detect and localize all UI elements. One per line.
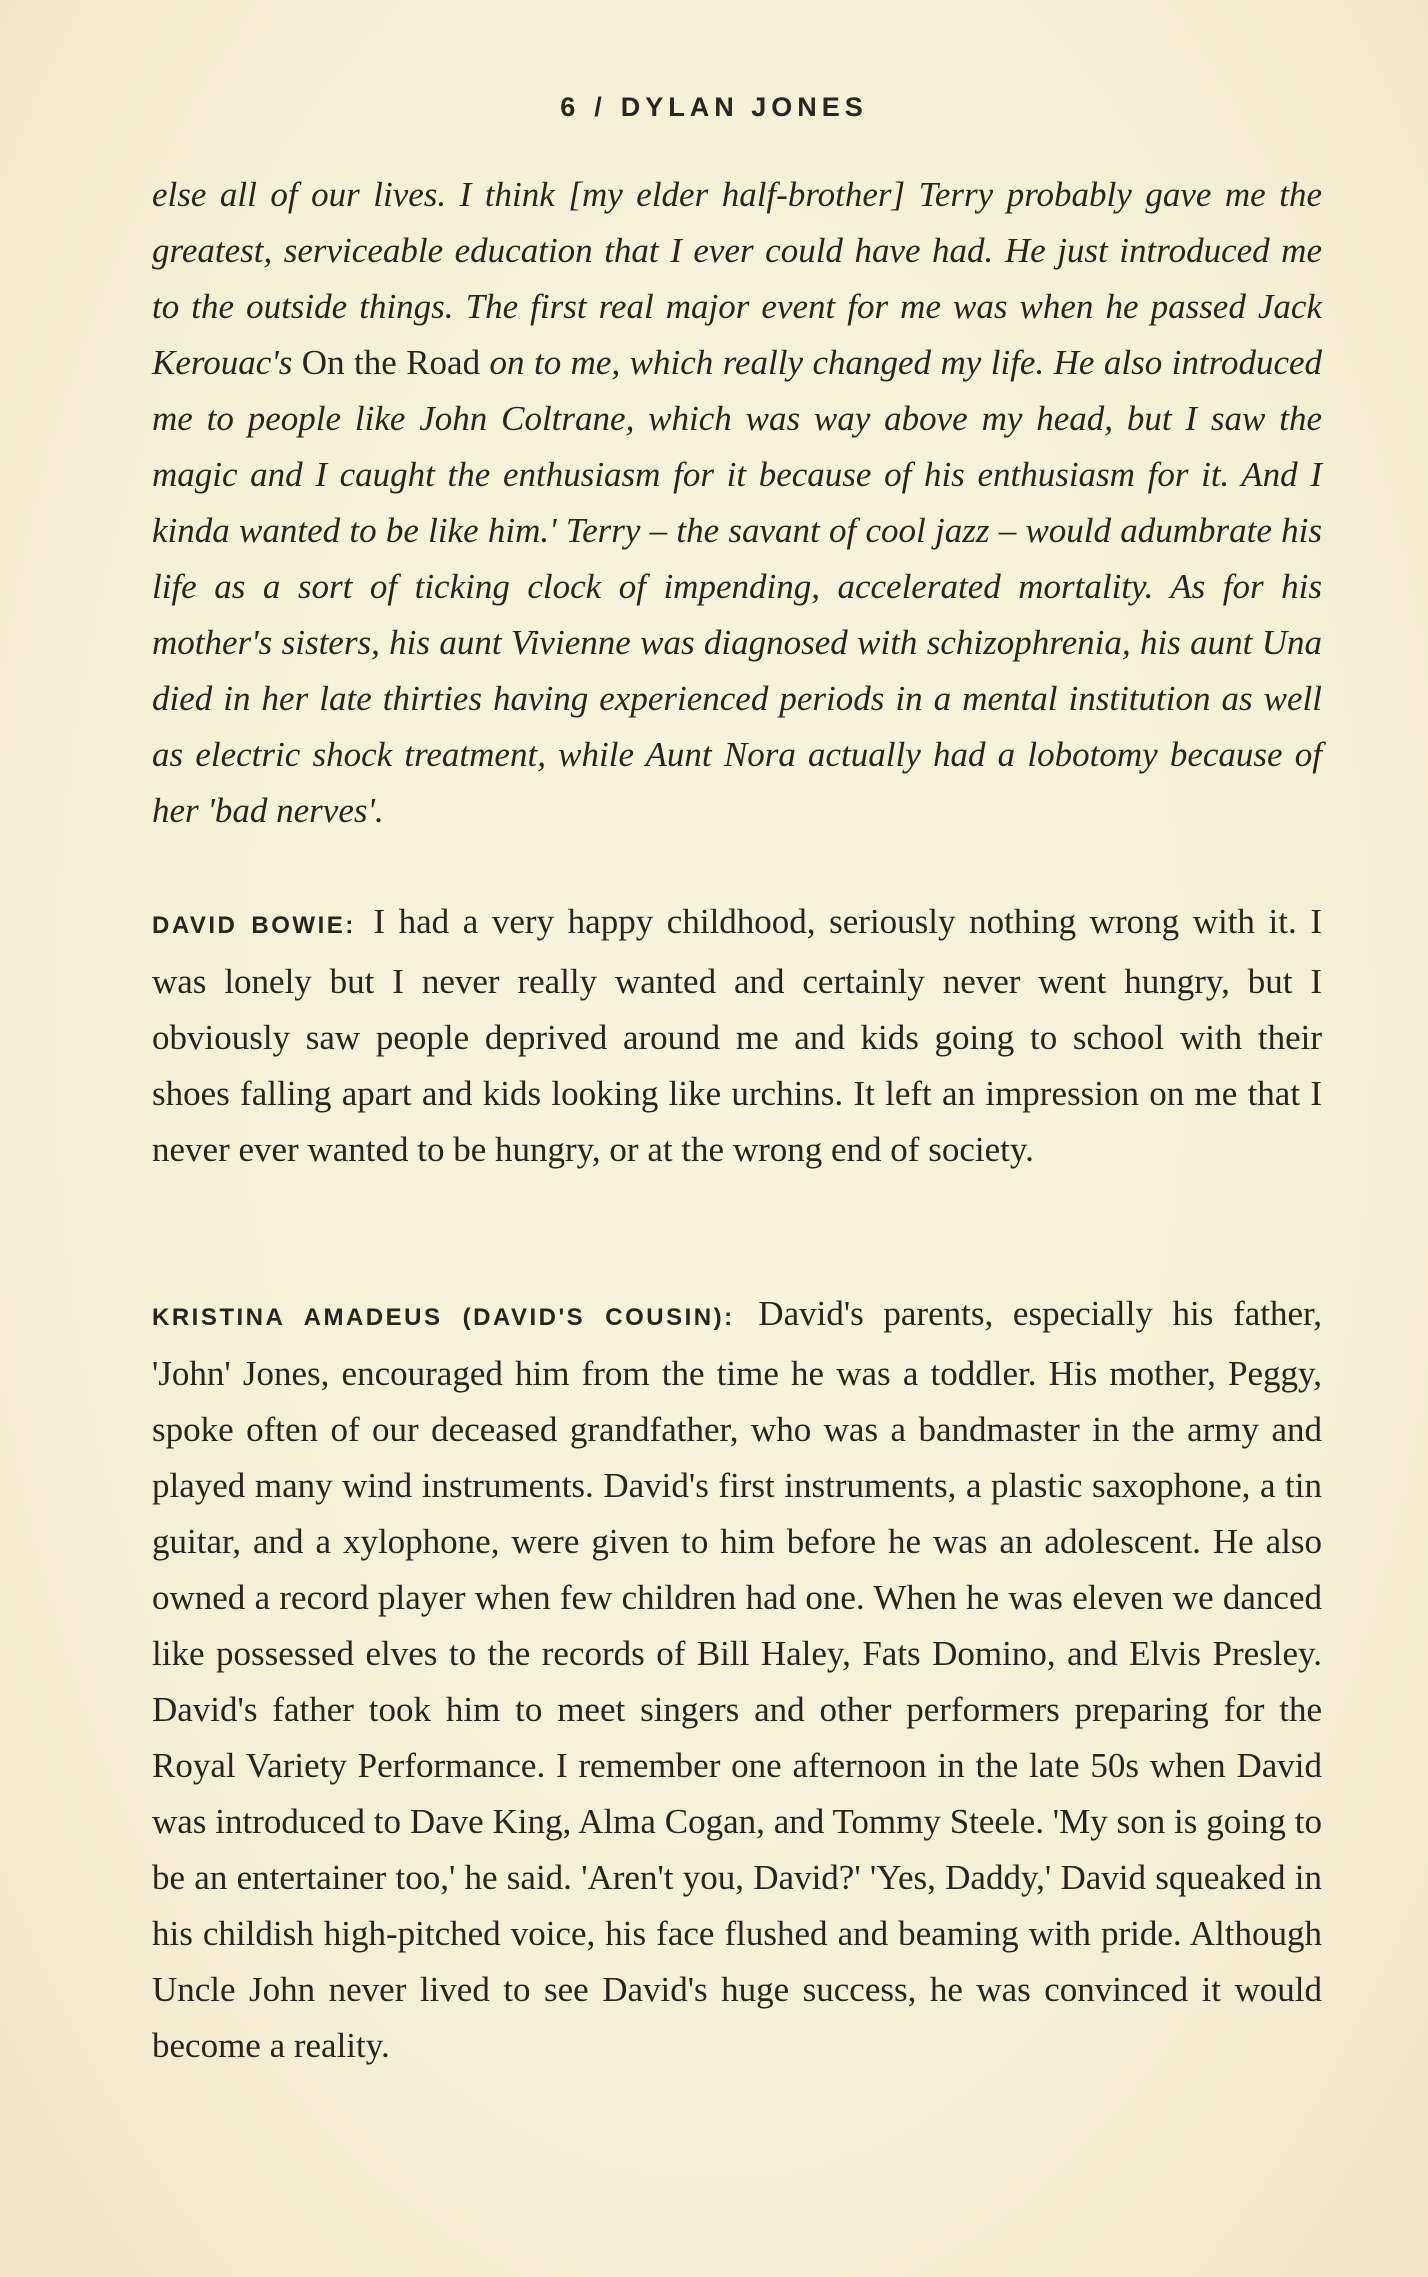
- kristina-text: David's parents, especially his father, 'John' Jones, encouraged him from the time he was a toddler. His mother, Peggy, spoke often of our deceased grandfather, who was a bandmaster in the army and played many wind instruments. David's first instruments, a plastic saxophone, a tin guitar, and a xylophone, were given to him before he was an adolescent. He also owned a record player when few children had one. When he was eleven we danced like possessed elves to the records of Bill Haley, Fats Domino, and Elvis Presley. David's father took him to meet singers and other performers preparing for the Royal Variety Performance. I remember one afternoon in the late 50s when David was introduced to Dave King, Alma Cogan, and Tommy Steele. 'My son is going to be an entertainer too,' he said. 'Aren't you, David?' 'Yes, Daddy,' David squeaked in his childish high-pitched voice, his face flushed and beaming with pride. Although Uncle John never lived to see David's huge success, he was convinced it would become a reality.: [152, 1294, 1323, 2065]
- running-header: [0, 92, 1428, 123]
- page-number: 6: [560, 92, 581, 122]
- quote-paragraph: [152, 167, 1322, 839]
- bowie-text: I had a very happy childhood, seriously nothing wrong with it. I was lonely but I never really wanted and certainly never went hungry, but I obviously saw people deprived around me and kids going to school with their shoes falling apart and kids looking like urchins. It left an impression on me that I never ever wanted to be hungry, or at the wrong end of society.: [152, 902, 1322, 1169]
- header-separator: /: [594, 92, 607, 122]
- speaker-label: KRISTINA AMADEUS (DAVID'S COUSIN):: [152, 1304, 735, 1331]
- author-name: DYLAN JONES: [620, 92, 868, 122]
- quote-text-part2: on to me, which really changed my life. He also introduced me to people like John Coltrane, which was way above my head, but I saw the magic and I caught the enthusiasm for it because of his enthusiasm for it. And I kinda wanted to be like him.' Terry – the savant of cool jazz – would adumbrate his life as a sort of ticking clock of impending, accelerated mortality. As for his mother's sisters, his aunt Vivienne was diagnosed with schizophrenia, his aunt Una died in her late thirties having experienced periods in a mental institution as well as electric shock treatment, while Aunt Nora actually had a lobotomy because of her 'bad nerves'.: [152, 343, 1323, 830]
- bowie-paragraph: [152, 894, 1322, 1178]
- speaker-label: DAVID BOWIE:: [152, 912, 356, 939]
- book-title: On the Road: [301, 343, 481, 382]
- quote-text-part1: else all of our lives. I think [my elder half-brother] Terry probably gave me the greatest, serviceable education that I ever could have had. He just introduced me to the outside things. The first real major event for me was when he passed Jack Kerouac's: [152, 175, 1322, 382]
- kristina-paragraph: [152, 1286, 1322, 2074]
